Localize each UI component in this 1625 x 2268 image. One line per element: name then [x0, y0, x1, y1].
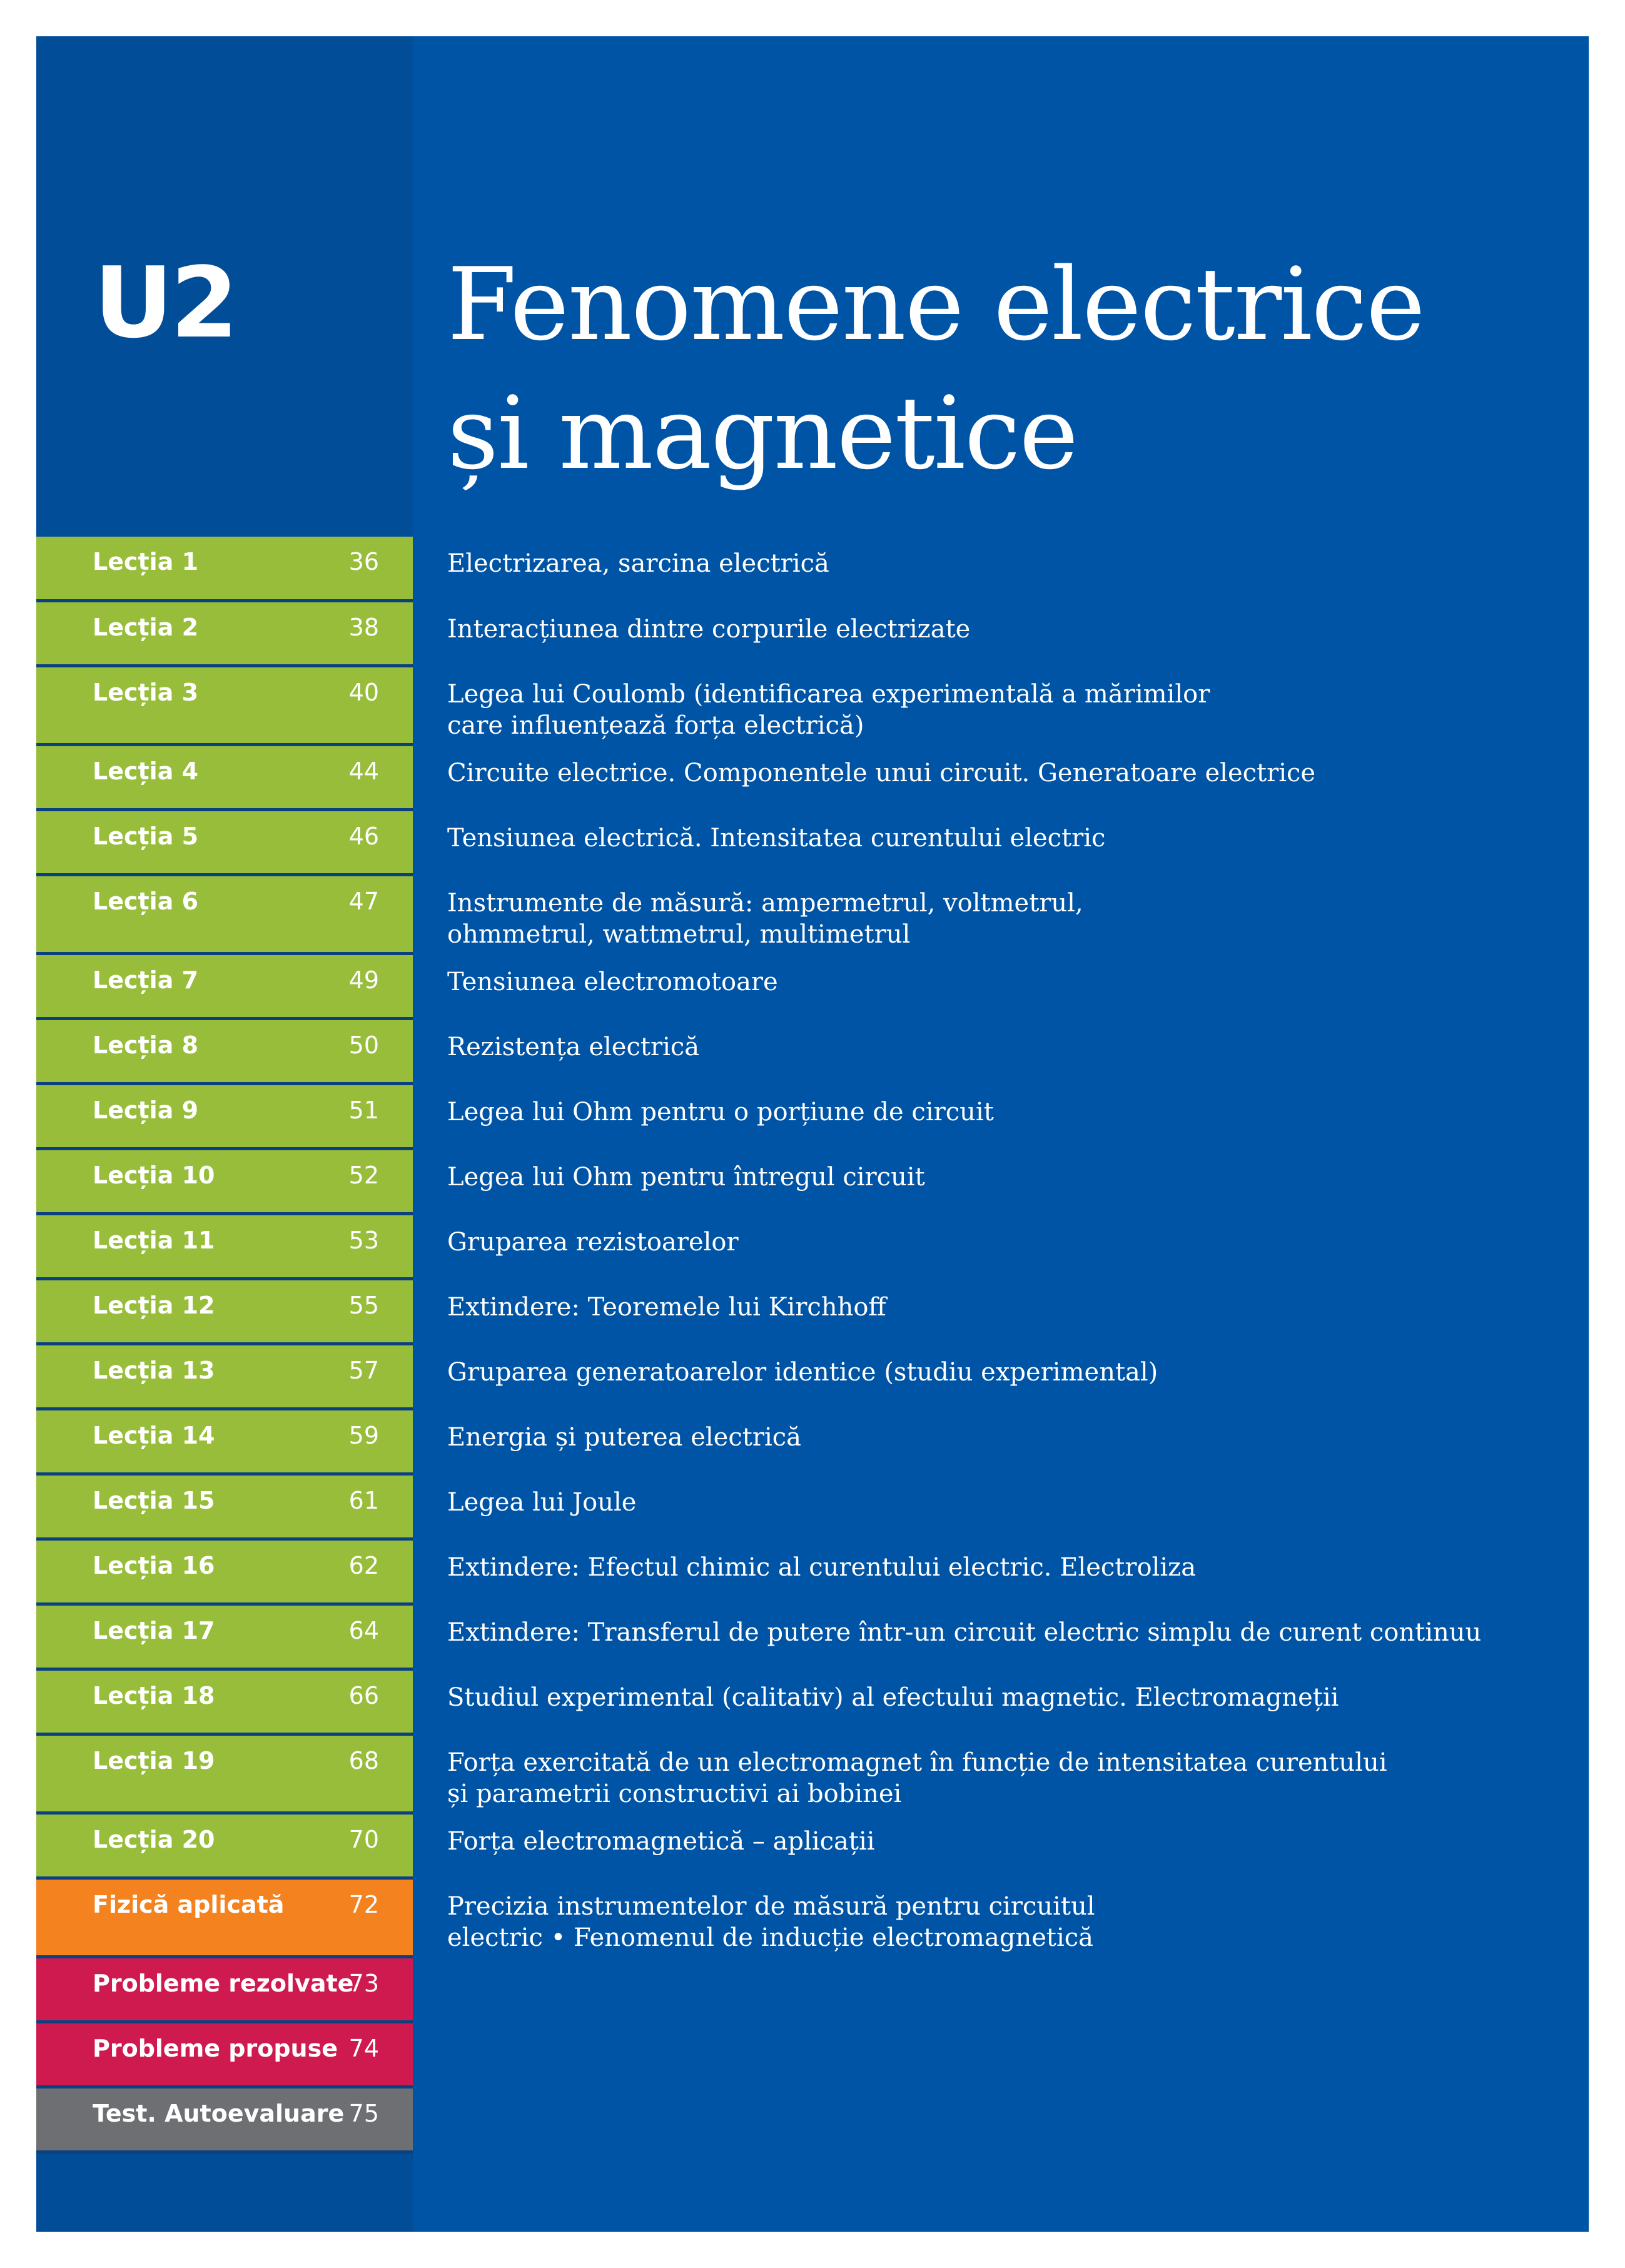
unit-code: U2	[94, 246, 236, 360]
toc-description	[447, 1617, 1573, 1648]
toc-description-line: ohmmetrul, wattmetrul, multimetrul	[447, 920, 911, 949]
toc-label: Lecția 1	[93, 548, 199, 575]
toc-row[interactable]	[36, 876, 1589, 955]
toc-description-line: Instrumente de măsură: ampermetrul, voltmetrul,	[447, 889, 1083, 918]
toc-badge	[36, 1476, 413, 1541]
toc-description-line: Forța exercitată de un electromagnet în funcție de intensitatea curentului	[447, 1748, 1387, 1777]
toc-row[interactable]	[36, 1020, 1589, 1085]
toc-row[interactable]	[36, 1606, 1589, 1671]
toc-description	[447, 1422, 1573, 1453]
toc-description-line: Extindere: Transferul de putere într-un circuit electric simplu de curent continuu	[447, 1618, 1482, 1647]
toc-description	[447, 1487, 1573, 1518]
toc-row[interactable]	[36, 1215, 1589, 1280]
toc-label: Lecția 6	[93, 888, 199, 915]
toc-badge	[36, 2023, 413, 2088]
toc-badge	[36, 1958, 413, 2023]
toc-description-line: Legea lui Joule	[447, 1488, 637, 1517]
toc-page: 51	[348, 1096, 379, 1124]
toc-label: Test. Autoevaluare	[93, 2100, 345, 2127]
toc-label: Lecția 18	[93, 1682, 215, 1709]
toc-description-line: Forța electromagnetică – aplicații	[447, 1827, 875, 1856]
toc-page: 44	[348, 757, 379, 785]
toc-row[interactable]	[36, 1085, 1589, 1150]
toc-row[interactable]	[36, 746, 1589, 811]
toc-row[interactable]	[36, 1476, 1589, 1541]
toc-badge	[36, 955, 413, 1020]
toc-badge	[36, 667, 413, 746]
toc-description	[447, 888, 1573, 950]
toc-badge	[36, 537, 413, 602]
toc-badge	[36, 602, 413, 667]
toc-badge	[36, 1150, 413, 1215]
toc-page: 64	[348, 1617, 379, 1644]
toc-description	[447, 1826, 1573, 1857]
toc-page: 57	[348, 1357, 379, 1384]
toc-badge	[36, 2088, 413, 2154]
toc-badge	[36, 811, 413, 876]
toc-page: 75	[348, 2100, 379, 2127]
toc-label: Lecția 19	[93, 1747, 215, 1774]
toc-row[interactable]	[36, 1410, 1589, 1476]
chapter-title	[447, 240, 1424, 498]
toc-page: 46	[348, 823, 379, 850]
toc-badge	[36, 1815, 413, 1880]
toc-badge	[36, 1020, 413, 1085]
toc-badge	[36, 1085, 413, 1150]
toc-row[interactable]	[36, 811, 1589, 876]
toc-description	[447, 1031, 1573, 1063]
toc-description-line: Legea lui Coulomb (identificarea experimentală a mărimilor	[447, 680, 1210, 709]
toc-row[interactable]	[36, 1541, 1589, 1606]
toc-description	[447, 1227, 1573, 1258]
toc-description	[447, 1162, 1573, 1193]
toc-label: Lecția 10	[93, 1162, 215, 1189]
toc-page: 53	[348, 1227, 379, 1254]
toc-page: 52	[348, 1162, 379, 1189]
toc-badge	[36, 1215, 413, 1280]
toc-badge	[36, 1541, 413, 1606]
toc-page: 62	[348, 1552, 379, 1579]
toc-page: 55	[348, 1292, 379, 1319]
toc-page: 36	[348, 548, 379, 575]
toc-row[interactable]	[36, 1280, 1589, 1345]
toc-page: 70	[348, 1826, 379, 1853]
toc-description-line: Tensiunea electromotoare	[447, 968, 778, 996]
toc-row[interactable]	[36, 1815, 1589, 1880]
toc-description-line: Precizia instrumentelor de măsură pentru circuitul	[447, 1892, 1095, 1921]
toc-page: 59	[348, 1422, 379, 1449]
toc-badge	[36, 1280, 413, 1345]
table-of-contents	[36, 537, 1589, 2154]
toc-page: 38	[348, 614, 379, 641]
toc-badge	[36, 1880, 413, 1958]
toc-description	[447, 1891, 1573, 1953]
toc-badge	[36, 746, 413, 811]
toc-row[interactable]	[36, 2088, 1589, 2154]
toc-label: Lecția 2	[93, 614, 199, 641]
toc-description	[447, 1096, 1573, 1128]
toc-page: 50	[348, 1031, 379, 1059]
toc-label: Probleme propuse	[93, 2035, 338, 2062]
chapter-cover-panel	[36, 36, 1589, 2232]
chapter-title-line-2: și magnetice	[447, 375, 1078, 492]
toc-description	[447, 1682, 1573, 1713]
toc-label: Lecția 20	[93, 1826, 215, 1853]
toc-description-line: Energia și puterea electrică	[447, 1423, 801, 1452]
toc-description-line: Gruparea generatoarelor identice (studiu experimental)	[447, 1358, 1158, 1387]
toc-description-line: Rezistența electrică	[447, 1033, 700, 1061]
toc-description	[447, 548, 1573, 579]
toc-row[interactable]	[36, 1736, 1589, 1815]
toc-label: Lecția 3	[93, 679, 199, 706]
toc-description-line: Studiul experimental (calitativ) al efectului magnetic. Electromagneții	[447, 1683, 1339, 1712]
toc-label: Lecția 5	[93, 823, 199, 850]
toc-description	[447, 1357, 1573, 1388]
toc-row[interactable]	[36, 537, 1589, 602]
toc-label: Lecția 8	[93, 1031, 199, 1059]
toc-page: 61	[348, 1487, 379, 1514]
toc-description-line: electric • Fenomenul de inducție electromagnetică	[447, 1923, 1093, 1952]
toc-row[interactable]	[36, 955, 1589, 1020]
toc-description-line: Extindere: Efectul chimic al curentului electric. Electroliza	[447, 1553, 1197, 1582]
toc-page: 40	[348, 679, 379, 706]
toc-description-line: care influențează forța electrică)	[447, 711, 864, 740]
toc-description-line: Gruparea rezistoarelor	[447, 1228, 739, 1257]
toc-page: 72	[348, 1891, 379, 1918]
toc-label: Lecția 16	[93, 1552, 215, 1579]
toc-page: 73	[348, 1970, 379, 1997]
toc-page: 49	[348, 966, 379, 994]
toc-page: 47	[348, 888, 379, 915]
chapter-title-line-1: Fenomene electrice	[447, 246, 1424, 363]
toc-row[interactable]	[36, 1150, 1589, 1215]
toc-description	[447, 679, 1573, 741]
toc-row[interactable]	[36, 667, 1589, 746]
toc-label: Lecția 14	[93, 1422, 215, 1449]
toc-badge	[36, 1345, 413, 1410]
toc-label: Lecția 17	[93, 1617, 215, 1644]
toc-label: Lecția 9	[93, 1096, 199, 1124]
toc-description	[447, 1747, 1573, 1810]
toc-description	[447, 966, 1573, 998]
toc-label: Fizică aplicată	[93, 1891, 285, 1918]
toc-row[interactable]	[36, 1345, 1589, 1410]
toc-badge	[36, 1410, 413, 1476]
toc-description-line: Legea lui Ohm pentru întregul circuit	[447, 1163, 925, 1192]
toc-description	[447, 757, 1573, 789]
toc-description-line: Legea lui Ohm pentru o porțiune de circuit	[447, 1098, 994, 1126]
toc-description-line: Circuite electrice. Componentele unui circuit. Generatoare electrice	[447, 759, 1316, 787]
toc-description-line: Interacțiunea dintre corpurile electrizate	[447, 615, 971, 644]
toc-description-line: Electrizarea, sarcina electrică	[447, 549, 829, 578]
toc-label: Lecția 15	[93, 1487, 215, 1514]
toc-label: Lecția 4	[93, 757, 199, 785]
toc-row[interactable]	[36, 602, 1589, 667]
toc-description-line: și parametrii constructivi ai bobinei	[447, 1779, 902, 1808]
toc-badge	[36, 1736, 413, 1815]
toc-label: Lecția 13	[93, 1357, 215, 1384]
toc-description	[447, 614, 1573, 645]
toc-label: Lecția 12	[93, 1292, 215, 1319]
toc-label: Lecția 7	[93, 966, 199, 994]
toc-description	[447, 1552, 1573, 1583]
toc-label: Lecția 11	[93, 1227, 215, 1254]
toc-page: 74	[348, 2035, 379, 2062]
toc-description-line: Tensiunea electrică. Intensitatea curentului electric	[447, 824, 1106, 853]
toc-description	[447, 823, 1573, 854]
toc-description	[447, 1292, 1573, 1323]
toc-row[interactable]	[36, 1880, 1589, 1958]
toc-row[interactable]	[36, 1671, 1589, 1736]
toc-description-line: Extindere: Teoremele lui Kirchhoff	[447, 1293, 886, 1322]
toc-page: 68	[348, 1747, 379, 1774]
toc-badge	[36, 1671, 413, 1736]
toc-row[interactable]	[36, 1958, 1589, 2023]
toc-badge	[36, 1606, 413, 1671]
toc-row[interactable]	[36, 2023, 1589, 2088]
toc-page: 66	[348, 1682, 379, 1709]
toc-label: Probleme rezolvate	[93, 1970, 354, 1997]
toc-badge	[36, 876, 413, 955]
